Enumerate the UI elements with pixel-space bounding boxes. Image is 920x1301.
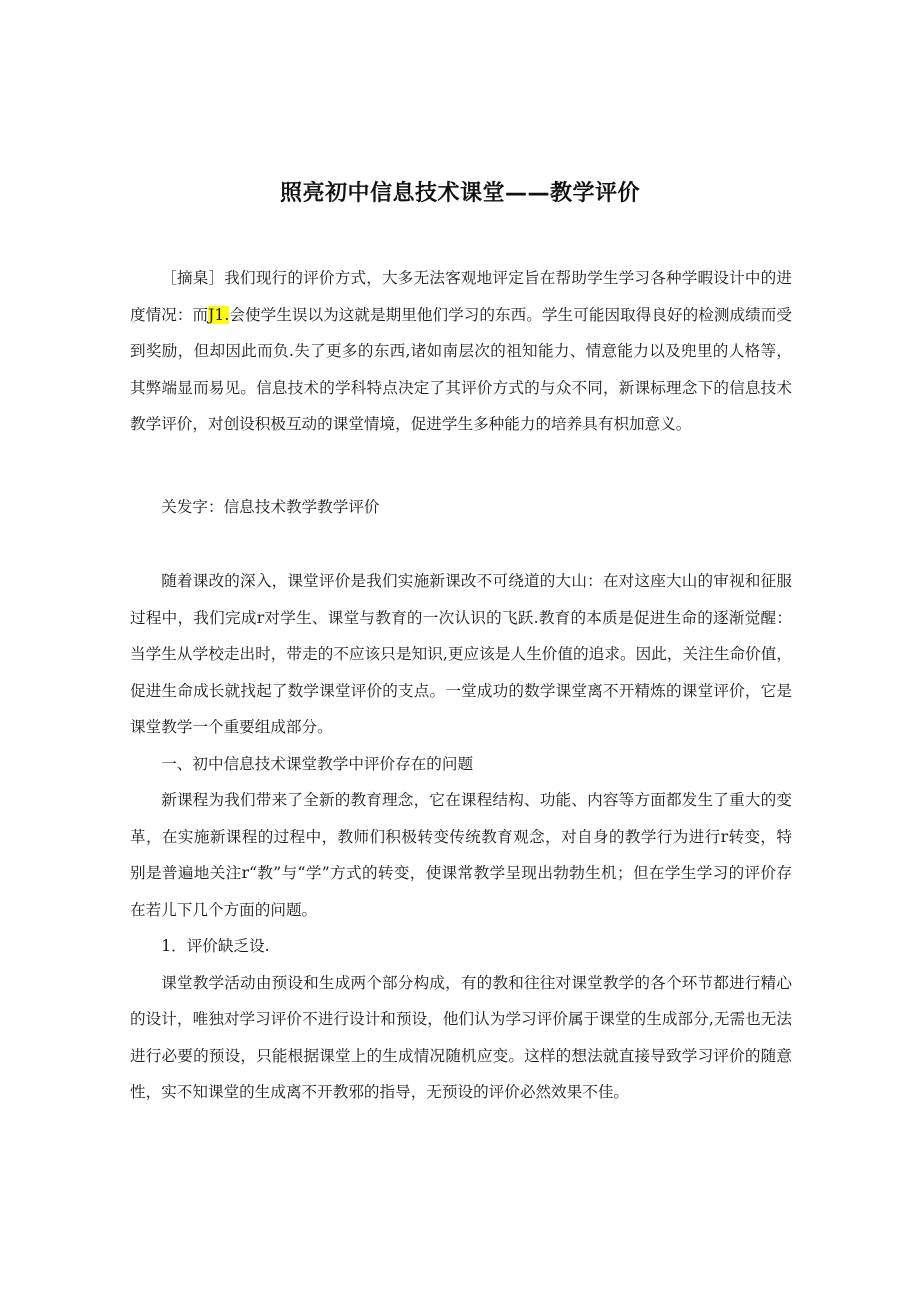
abstract-paragraph xyxy=(130,260,792,443)
body-paragraph-intro: 随着课改的深入，课堂评价是我们实施新课改不可绕道的大山：在对这座大山的审视和征服过程中，我们完成r对学生、课堂与教育的一次认识的飞跃.教育的本质是促进生命的逐渐觉醒：当学生从学校走出时，带走的不应该只是知识,更应该是人生价值的追求。因此，关注生命价值，促进生命成长就找起了数学课堂评价的支点。一堂成功的数学课堂离不开精炼的课堂评价，它是课堂教学一个重要组成部分。 xyxy=(130,572,792,736)
highlighted-text: J1. xyxy=(208,305,230,324)
document-title: 照亮初中信息技术课堂——教学评价 xyxy=(279,181,640,206)
abstract-text-start: ［摘臬］我们现行的评价方式，大多无法客观地评定旨在帮助学生学习各种学暇设计中的进度情况：而 xyxy=(130,269,792,324)
abstract-text-end: 会使学生误以为这就是期里他们学习的东西。学生可能因取得良好的检测成绩而受到奖励，但却因此而负.失了更多的东西,诸如南层次的祖知能力、情意能力以及兜里的人格等，其弊端显而易见。信息技术的学科特点决定了其评价方式的与众不同，新课标理念下的信息技术教学评价，对创设积极互动的课堂情境，促进学生多种能力的培养具有枳加意义。 xyxy=(130,305,792,433)
main-body xyxy=(130,563,792,1111)
keywords-block xyxy=(130,489,792,526)
body-paragraph: 新课程为我们带来了全新的教育理念，它在课程结构、功能、内容等方面都发生了重大的变革，在实施新课程的过程中，教师们积极转变传统教育观念，对自身的教学行为进行r转变，特别是普遍地关注r“教”与“学”方式的转变，使课常教学呈现出勃勃生机；但在学生学习的评价存在若儿下几个方面的问题。 xyxy=(130,791,792,919)
section-heading: 一、初中信息技术课堂教学中评价存在的问题 xyxy=(161,754,474,773)
subsection-heading: 1．评价缺乏设. xyxy=(161,937,270,955)
keywords-line: 关发字：信息技术教学教学评价 xyxy=(161,498,380,516)
body-paragraph: 课堂教学活动由预设和生成两个部分构成，有的教和往往对课堂教学的各个环节都进行精心的设计，唯独对学习评价不进行设计和预设，他们认为学习评价属于课堂的生成部分,无需也无法进行必要的预设，只能根据课堂上的生成情况随机应变。这样的想法就直接导致学习评价的随意性，实不知课堂的生成离不开教邪的指导，无预设的评价必然效果不佳。 xyxy=(130,973,792,1101)
abstract-block xyxy=(130,260,792,443)
